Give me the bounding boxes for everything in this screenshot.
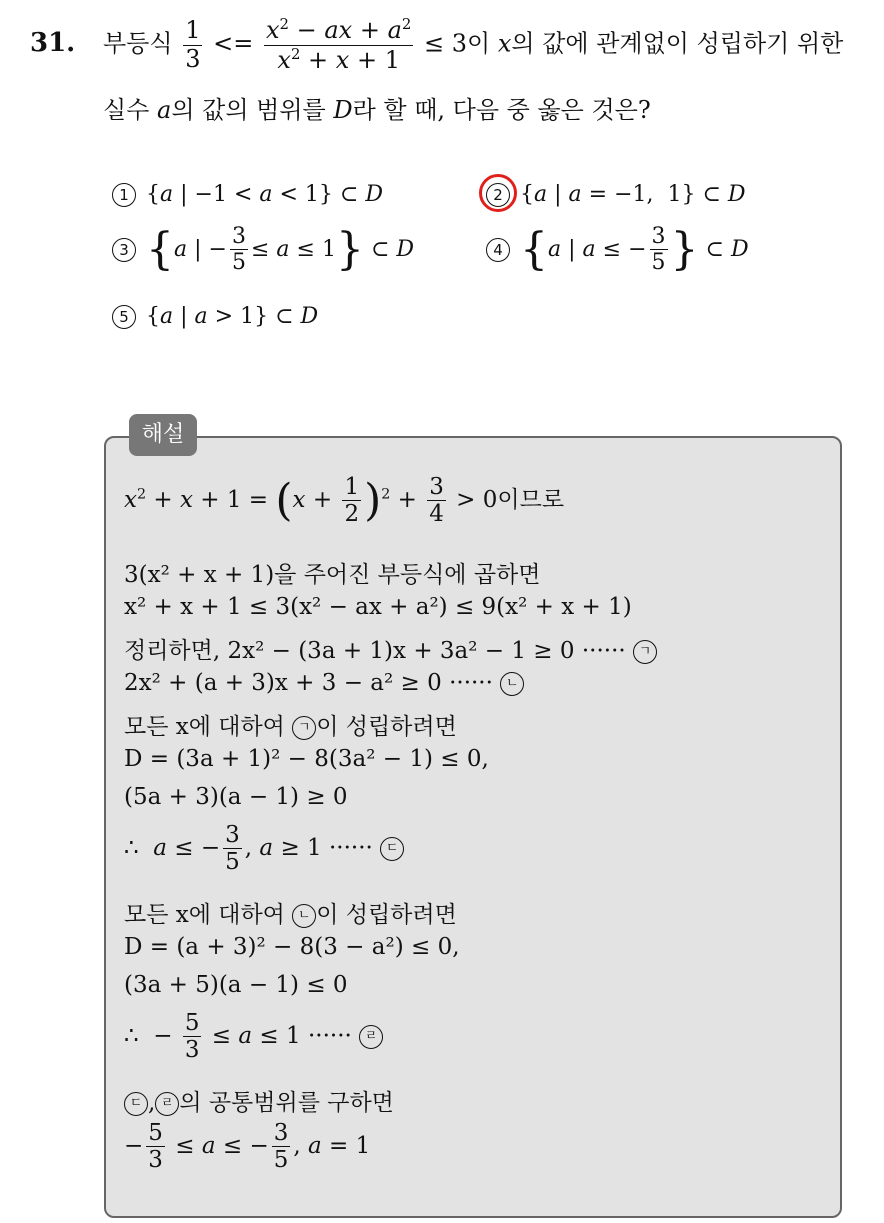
solution-line-13: ∴ − $\frac{5}{3}$ ≤ a ≤ 1 ······ ㄹ (124, 1010, 383, 1064)
mark-r: ㄹ (359, 1025, 383, 1049)
solution-tab: 해설 (129, 414, 197, 456)
choice-5-mark: 5 (112, 305, 136, 329)
mark-d-ref: ㄷ (124, 1092, 148, 1116)
stem-tail: 의 값에 관계없이 성립하기 위한 (511, 29, 844, 58)
fraction-main: $\frac{x^2 - ax + a^2}{x^2 + x + 1}$ (265, 15, 412, 74)
mark-r-ref: ㄹ (155, 1092, 179, 1116)
choice-2-mark: 2 (486, 183, 510, 207)
solution-line-6 (124, 708, 457, 741)
choice-1-mark: 1 (112, 183, 136, 207)
solution-line-14: ㄷ , ㄹ 의 공통범위를 구하면 (124, 1084, 394, 1117)
problem-stem-line2 (103, 90, 651, 125)
solution-line-10 (124, 896, 457, 929)
le-three: ≤ 3 (424, 29, 468, 58)
problem-stem-line1 (103, 16, 843, 74)
solution-line-5 (124, 670, 524, 696)
solution-line-10-b: 이 성립하려면 (316, 902, 457, 928)
mark-g-ref: ㄱ (292, 716, 316, 740)
choice-3[interactable]: 3 {a | − $\frac{3}{5}$ ≤ a ≤ 1} ⊂ D (112, 224, 414, 276)
choice-3-mark: 3 (112, 238, 136, 262)
choice-2[interactable]: 2 {a | a = −1, 1} ⊂ D (486, 182, 746, 207)
solution-line-7: D = (3a + 1)² − 8(3a² − 1) ≤ 0, (124, 746, 489, 772)
solution-line-4 (124, 632, 657, 665)
mark-n-ref: ㄴ (292, 904, 316, 928)
solution-line-10-a: 모든 x에 대하여 (124, 902, 285, 928)
mark-d: ㄷ (380, 837, 404, 861)
solution-line-2: 3(x² + x + 1)을 주어진 부등식에 곱하면 (124, 562, 541, 588)
stem-line2-a: 실수 (103, 96, 150, 124)
solution-line-8: (5a + 3)(a − 1) ≥ 0 (124, 784, 348, 810)
solution-line-5-text: 2x² + (a + 3)x + 3 − a² ≥ 0 ······ (124, 670, 493, 696)
solution-line-12: (3a + 5)(a − 1) ≤ 0 (124, 972, 348, 998)
solution-line-11: D = (a + 3)² − 8(3 − a²) ≤ 0, (124, 934, 460, 960)
choice-5[interactable]: 5 {a | a > 1} ⊂ D (112, 304, 318, 329)
stem-mid: 이 (467, 29, 491, 58)
solution-line-6-a: 모든 x에 대하여 (124, 714, 285, 740)
mark-g: ㄱ (633, 640, 657, 664)
choice-4[interactable]: 4 {a | a ≤ − $\frac{3}{5}$ } ⊂ D (486, 224, 749, 276)
solution-line-15: − $\frac{5}{3}$ ≤ a ≤ − $\frac{3}{5}$ , a = 1 (124, 1120, 371, 1174)
problem-number: 31. (30, 28, 76, 58)
var-x: x (497, 29, 512, 58)
stem-line2-c: 라 할 때, 다음 중 옳은 것은? (352, 96, 651, 124)
fraction-one-third: $\frac{1}{3}$ (185, 16, 201, 73)
stem-line2-b: 의 값의 범위를 (171, 96, 326, 124)
choice-1[interactable]: 1 {a | −1 < a < 1} ⊂ D (112, 182, 383, 207)
solution-line-3: x² + x + 1 ≤ 3(x² − ax + a²) ≤ 9(x² + x + 1) (124, 594, 632, 620)
solution-line-1-tail: 이므로 (497, 486, 565, 513)
choice-4-mark: 4 (486, 238, 510, 262)
solution-line-1: $x^2 + x + 1 = (x$ + $\frac{1}{2}$ )$^2$ + $\frac{3}{4}$ > 0이므로 (124, 474, 565, 528)
solution-line-4-text: 정리하면, 2x² − (3a + 1)x + 3a² − 1 ≥ 0 ······ (124, 638, 626, 664)
solution-line-9: ∴ a ≤ − $\frac{3}{5}$ , a ≥ 1 ······ ㄷ (124, 822, 404, 876)
solution-line-6-b: 이 성립하려면 (316, 714, 457, 740)
le-symbol: <= (213, 29, 254, 58)
stem-prefix: 부등식 (103, 29, 173, 58)
var-a: a (157, 96, 172, 124)
selected-answer-circle (479, 174, 517, 212)
solution-line-14-text: 의 공통범위를 구하면 (179, 1090, 394, 1116)
var-D: D (333, 96, 353, 124)
mark-n: ㄴ (500, 672, 524, 696)
